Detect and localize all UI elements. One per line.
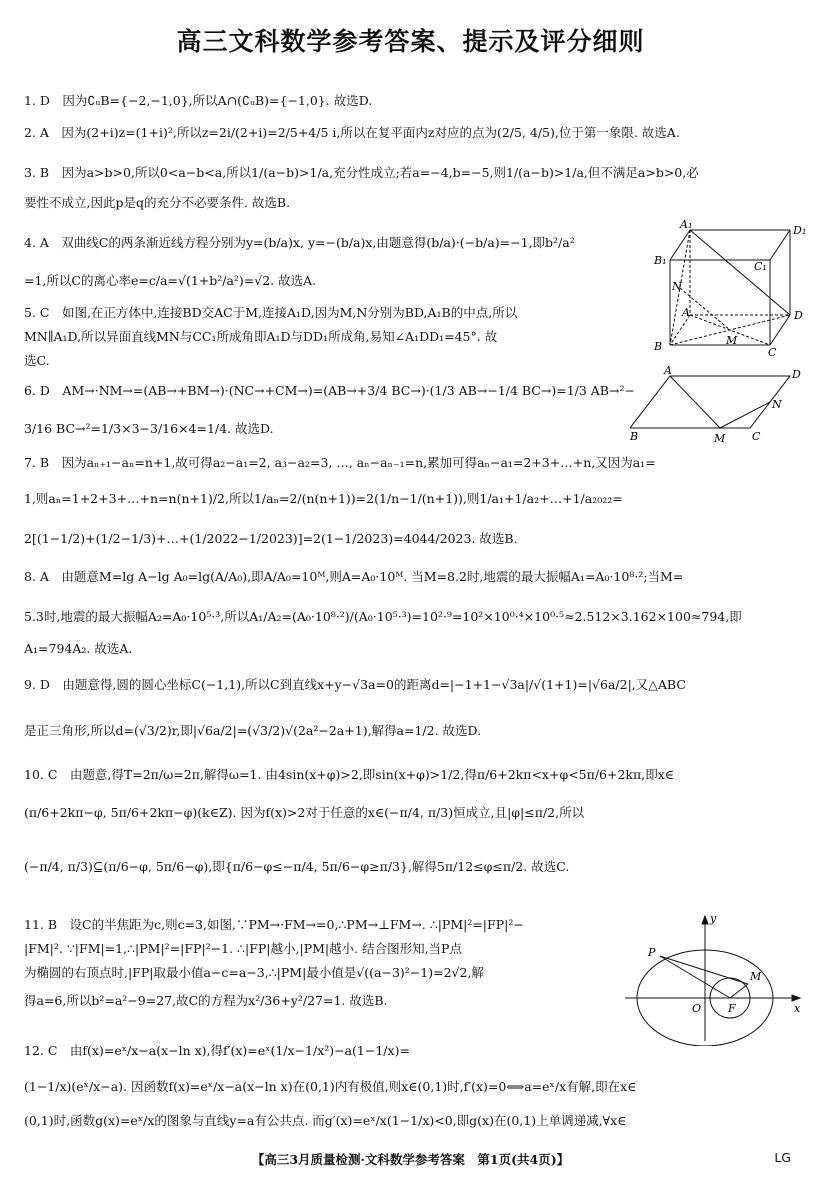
parallelogram-label: C	[752, 430, 761, 443]
cube-label: B	[654, 340, 663, 353]
cube-label: A	[682, 306, 690, 319]
cube-label: C	[768, 346, 777, 359]
cube-label: D₁	[793, 224, 807, 237]
cube-label: A₁	[680, 220, 693, 231]
parallelogram-figure	[630, 366, 810, 446]
parallelogram-label: M	[714, 432, 726, 445]
answer-line: 11. B 设C的半焦距为c,则c=3,如图,∵PM→·FM→=0,∴PM→⊥FM→. ∴|PM|²=|FP|²−	[24, 917, 524, 932]
cube-label: N	[672, 280, 682, 293]
answer-line: 2. A 因为(2+i)z=(1+i)²,所以z=2i/(2+i)=2/5+4/5 i,所以在复平面内z对应的点为(2/5, 4/5),位于第一象限. 故选A.	[24, 125, 680, 140]
ellipse-label: M	[750, 970, 762, 983]
answer-q5	[24, 304, 614, 370]
answer-line: 9. D 由题意得,圆的圆心坐标C(−1,1),所以C到直线x+y−√3a=0的距离d=|−1+1−√3a|/√(1+1)=|√6a/2|,又△ABC	[24, 677, 686, 692]
page-title: 高三文科数学参考答案、提示及评分细则	[176, 27, 645, 56]
answer-line: =1,所以C的离心率e=c/a=√(1+b²/a²)=√2. 故选A.	[24, 273, 317, 288]
answer-line: (π/6+2kπ−φ, 5π/6+2kπ−φ)(k∈Z). 因为f(x)>2对于任意的x∈(−π/4, π/3)恒成立,且|φ|≤π/2,所以	[24, 805, 585, 820]
answer-line: 3. B 因为a>b>0,所以0<a−b<a,所以1/(a−b)>1/a,充分性成立;若a=−4,b=−5,则1/(a−b)>1/a,但不满足a>b>0,必	[24, 165, 699, 180]
answer-line: 10. C 由题意,得T=2π/ω=2π,解得ω=1. 由4sin(x+φ)>2,即sin(x+φ)>1/2,得π/6+2kπ<x+φ<5π/6+2kπ,即x∈	[24, 767, 675, 782]
answer-line: 2[(1−1/2)+(1/2−1/3)+…+(1/2022−1/2023)]=2(1−1/2023)=4044/2023. 故选B.	[24, 531, 518, 546]
page-footer: 【高三3月质量检测·文科数学参考答案 第1页(共4页)】	[251, 1152, 570, 1167]
cube-label: B₁	[654, 254, 667, 267]
answer-q8	[24, 568, 796, 658]
answer-q12	[24, 1042, 796, 1130]
answer-line: 5. C 如图,在正方体中,连接BD交AC于M,连接A₁D,因为M,N分别为BD,A₁B的中点,所以	[24, 305, 518, 320]
answer-line: 1. D 因为∁ᵤB={−2,−1,0},所以A∩(∁ᵤB)={−1,0}. 故选D.	[24, 93, 373, 108]
answer-line: MN∥A₁D,所以异面直线MN与CC₁所成角即A₁D与DD₁所成角,易知∠A₁DD₁=45°. 故	[24, 329, 498, 344]
answer-q3	[24, 164, 796, 212]
cube-figure	[650, 220, 810, 360]
answer-line: 6. D AM→·NM→=(AB→+BM→)·(NC→+CM→)=(AB→+3/4 BC→)·(1/3 AB→−1/4 BC→)=1/3 AB→²−	[24, 383, 635, 398]
answer-line: 12. C 由f(x)=eˣ/x−a(x−ln x),得f′(x)=eˣ(1/x−1/x²)−a(1−1/x)=	[24, 1043, 410, 1058]
answer-line: 得a=6,所以b²=a²−9=27,故C的方程为x²/36+y²/27=1. 故选B.	[24, 993, 388, 1008]
answer-line: A₁=794A₂. 故选A.	[24, 641, 133, 656]
answer-line: 为椭圆的右顶点时,|FP|取最小值a−c=a−3,∴|PM|最小值是√((a−3)²−1)=2√2,解	[24, 965, 484, 980]
answer-line: 5.3时,地震的最大振幅A₂=A₀·10⁵·³,所以A₁/A₂=(A₀·10⁸·²)/(A₀·10⁵·³)=10²·⁹=10²×10⁰·⁴×10⁰·⁵≈2.512×3.162×100≈794,即	[24, 609, 742, 624]
answer-q11	[24, 916, 624, 1010]
parallelogram-label: B	[630, 430, 639, 443]
answer-line: 要性不成立,因此p是q的充分不必要条件. 故选B.	[24, 195, 291, 210]
parallelogram-label: A	[664, 366, 672, 377]
answer-q4	[24, 234, 614, 290]
answer-line: (0,1)时,函数g(x)=eˣ/x的图象与直线y=a有公共点. 而g′(x)=eˣ/x(1−1/x)<0,即g(x)在(0,1)上单调递减,∀x∈	[24, 1113, 627, 1128]
answer-line: 4. A 双曲线C的两条渐近线方程分别为y=(b/a)x, y=−(b/a)x,由题意得(b/a)·(−b/a)=−1,即b²/a²	[24, 235, 575, 250]
answer-q10	[24, 766, 796, 876]
cube-label: C₁	[754, 260, 767, 273]
ellipse-label: F	[728, 1002, 736, 1015]
ellipse-label: y	[710, 912, 717, 925]
answer-q9	[24, 676, 796, 740]
cube-label: D	[794, 309, 803, 322]
answer-line: 1,则aₙ=1+2+3+…+n=n(n+1)/2,所以1/aₙ=2/(n(n+1))=2(1/n−1/(n+1)),则1/a₁+1/a₂+…+1/a₂₀₂₂=	[24, 491, 623, 506]
answer-q2	[24, 124, 796, 142]
cube-label: M	[726, 334, 738, 347]
answer-line: 选C.	[24, 353, 50, 368]
ellipse-label: x	[794, 1002, 801, 1015]
answer-line: 8. A 由题意M=lg A−lg A₀=lg(A/A₀),即A/A₀=10ᴹ,则A=A₀·10ᴹ. 当M=8.2时,地震的最大振幅A₁=A₀·10⁸·²;当M=	[24, 569, 684, 584]
answer-q7	[24, 454, 796, 548]
answer-line: (1−1/x)(eˣ/x−a). 因函数f(x)=eˣ/x−a(x−ln x)在(0,1)内有极值,则x∈(0,1)时,f′(x)=0⟺a=eˣ/x有解,即在x∈	[24, 1079, 637, 1094]
parallelogram-label: N	[772, 398, 782, 411]
answer-q1	[24, 92, 796, 110]
answer-line: 3/16 BC→²=1/3×3−3/16×4=1/4. 故选D.	[24, 421, 274, 436]
answer-line: 7. B 因为aₙ₊₁−aₙ=n+1,故可得a₂−a₁=2, a₃−a₂=3, …, aₙ−aₙ₋₁=n,累加可得aₙ−a₁=2+3+…+n,又因为a₁=	[24, 455, 656, 470]
ellipse-label: O	[692, 1002, 702, 1015]
ellipse-label: P	[648, 946, 656, 959]
answer-line: |FM|². ∵|FM|=1,∴|PM|²=|FP|²−1. ∴|FP|越小,|PM|越小. 结合图形知,当P点	[24, 941, 462, 956]
ellipse-figure	[620, 906, 810, 1046]
answer-line: 是正三角形,所以d=(√3/2)r,即|√6a/2|=(√3/2)√(2a²−2a+1),解得a=1/2. 故选D.	[24, 723, 482, 738]
answer-line: (−π/4, π/3)⊆(π/6−φ, 5π/6−φ),即{π/6−φ≤−π/4, 5π/6−φ≥π/3},解得5π/12≤φ≤π/2. 故选C.	[24, 859, 570, 874]
footer-code: LG	[774, 1150, 791, 1165]
parallelogram-label: D	[792, 368, 801, 381]
